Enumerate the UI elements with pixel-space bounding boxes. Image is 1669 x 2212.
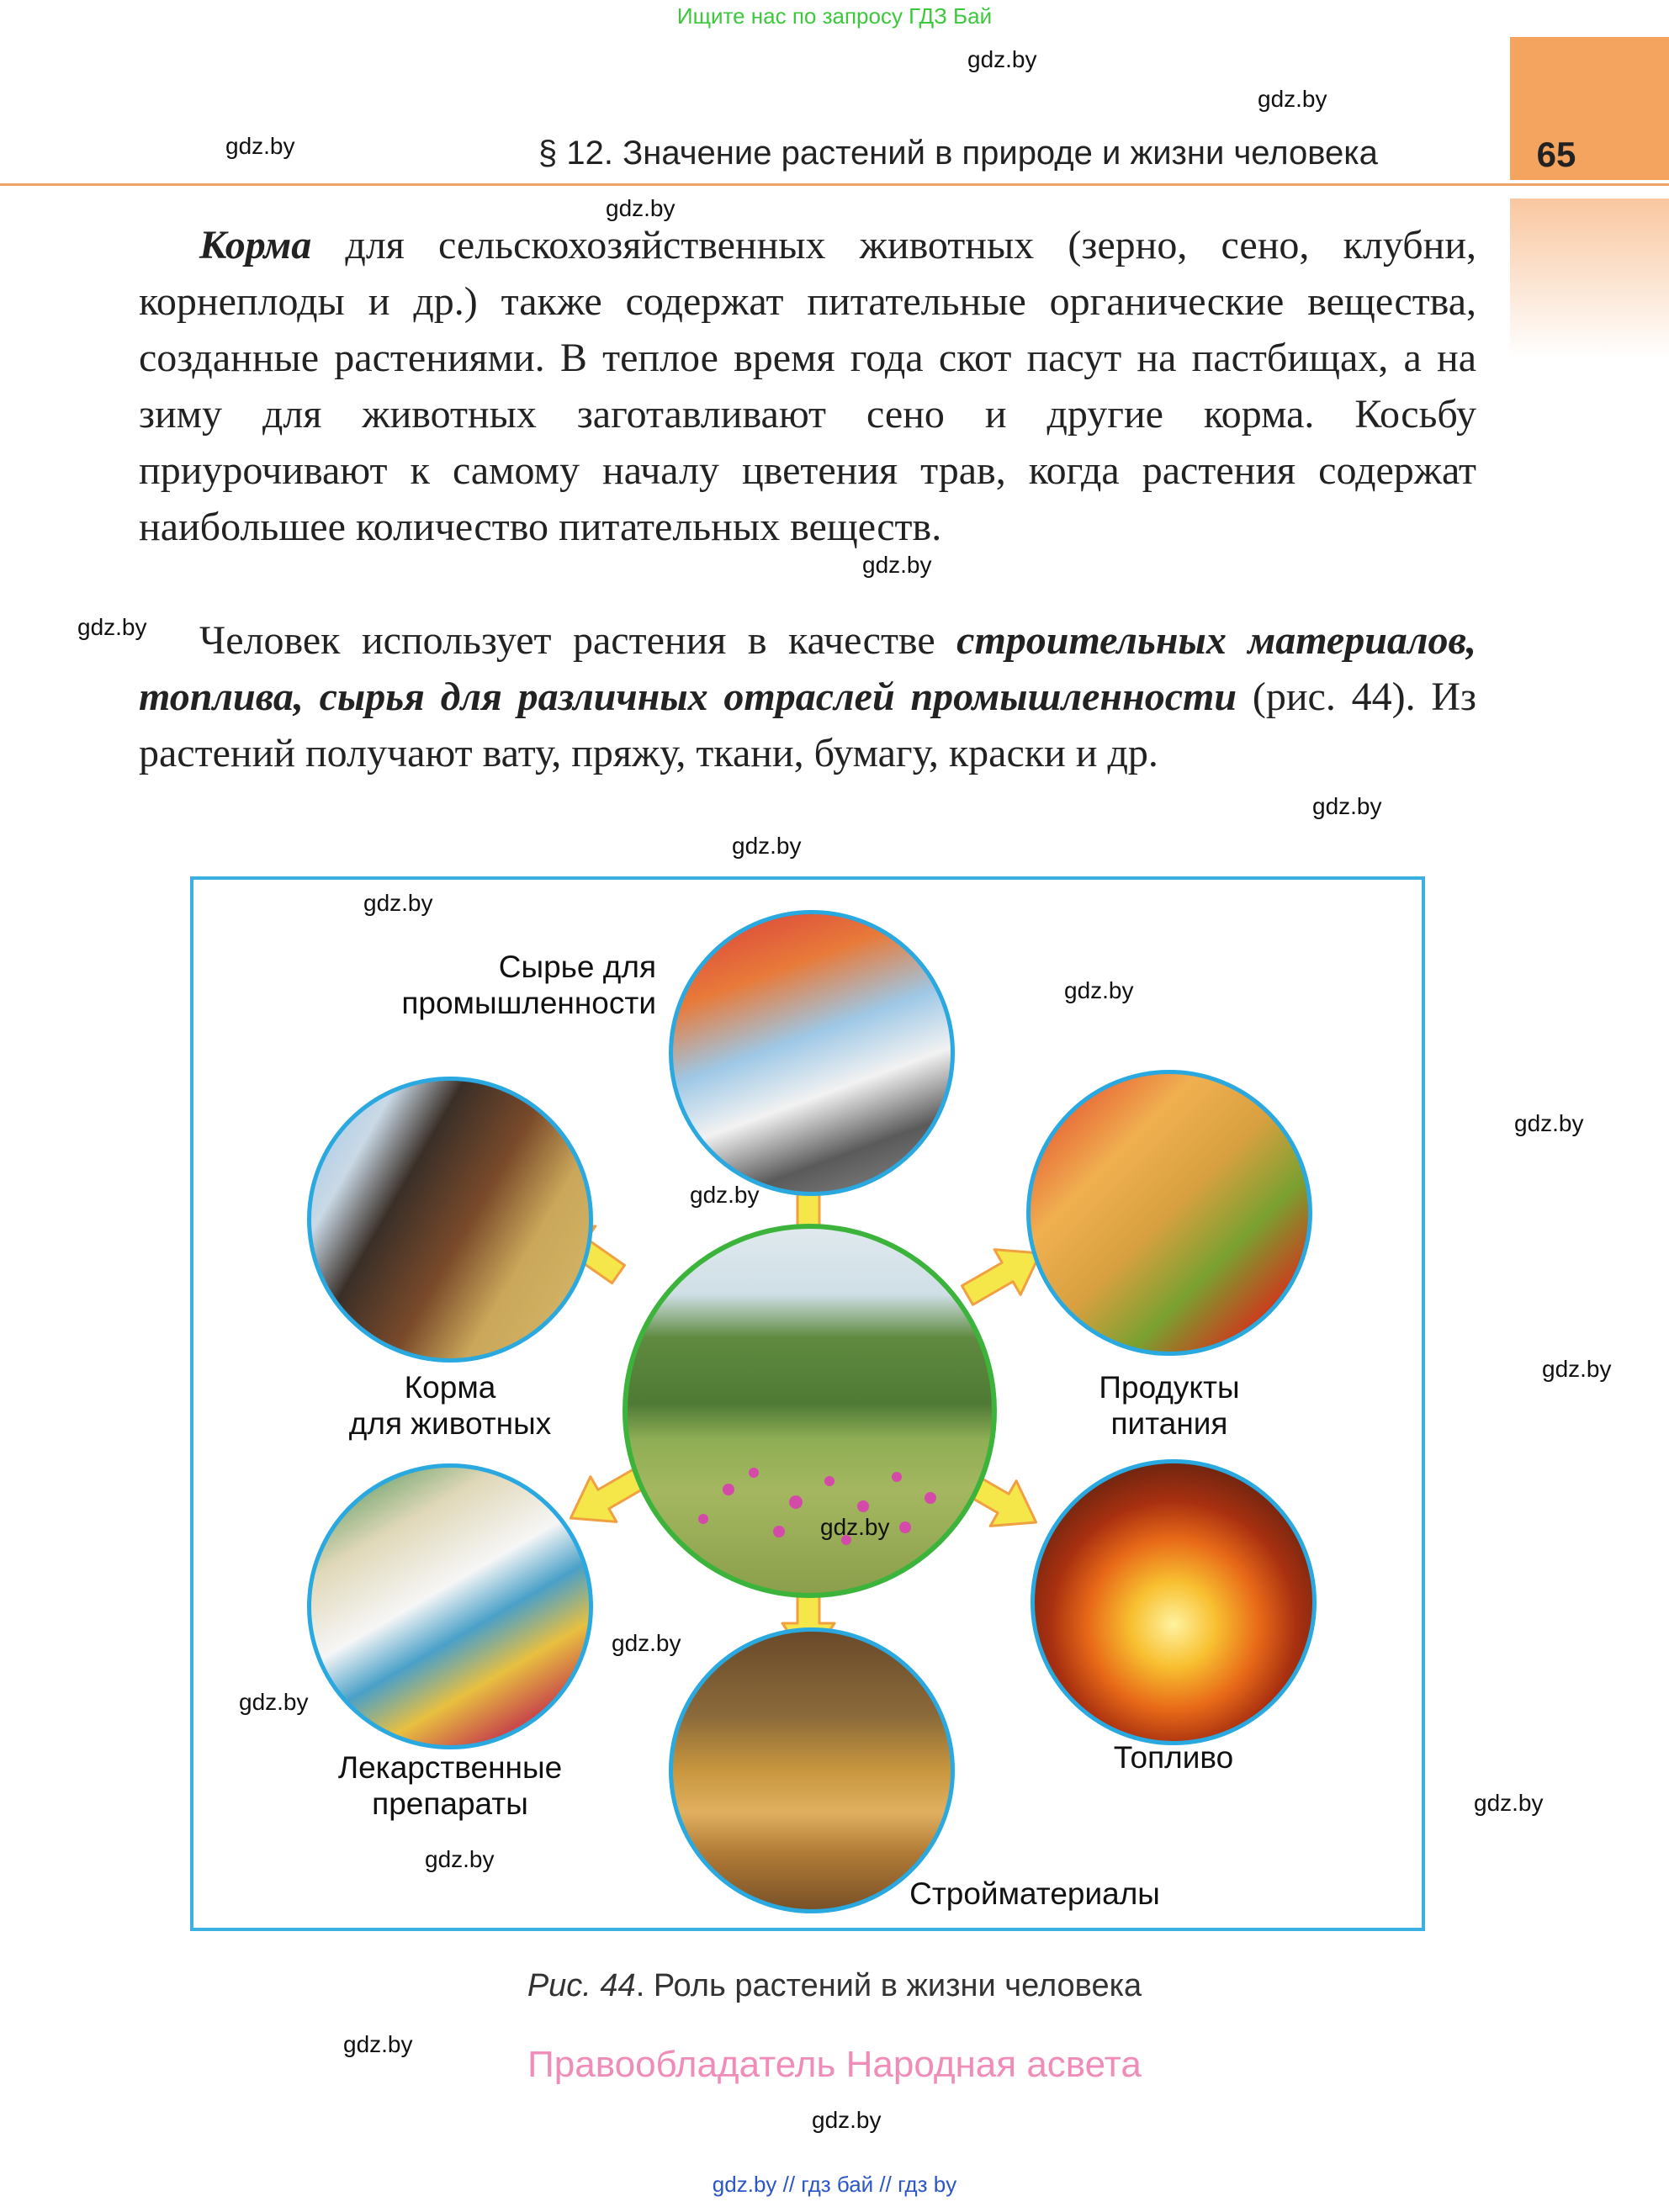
watermark: gdz.by [1514,1110,1584,1136]
watermark: gdz.by [606,195,676,221]
watermark: gdz.by [425,1846,495,1872]
caption-text: . Роль растений в жизни человека [635,1968,1142,2003]
term-materials: строительных материалов, топлива, сырья для различных отраслей промышленности [139,618,1476,719]
food-image [1026,1070,1312,1356]
paragraph-materials-intro: Человек использует растения в качестве [199,618,957,663]
watermark: gdz.by [225,133,295,159]
watermark: gdz.by [77,614,147,640]
paragraph-feed-text: для сельскохозяйственных животных (зерно, сено, клубни, корнеплоды и др.) также содержат питательные органические вещества, созданные растениями. В теплое время года скот пасут на пастбищах, а на зиму для животных заготавливают сено и другие корма. Косьбу приурочивают к самому началу цветения трав, когда растения содержат наибольшее количество питательных веществ. [139,223,1476,549]
meadow-flowers-icon [628,1229,997,1598]
building-materials-image [669,1627,955,1913]
label-food: Продукты питания [1099,1370,1240,1441]
watermark: gdz.by [1542,1356,1612,1382]
watermark: gdz.by [1312,793,1382,819]
watermark: gdz.by [1064,977,1134,1003]
fuel-image [1031,1459,1317,1745]
feed-image [307,1077,593,1363]
industry-image [669,910,955,1196]
page-number: 65 [1536,135,1576,174]
watermark: gdz.by [862,552,932,578]
figure-caption [0,1968,1669,2004]
label-building: Стройматериалы [909,1876,1160,1911]
watermark: gdz.by [1258,86,1327,112]
watermark: gdz.by [690,1182,760,1208]
nature-image [623,1224,997,1598]
watermark: gdz.by [1474,1790,1544,1816]
search-banner[interactable]: Ищите нас по запросу ГДЗ Бай [676,3,993,29]
footer-links[interactable]: gdz.by // гдз бай // гдз by [712,2172,957,2197]
rights-holder: Правообладатель Народная асвета [527,2044,1142,2085]
caption-ref: Рис. 44 [527,1968,636,2003]
label-medicine: Лекарственные препараты [337,1750,563,1821]
watermark: gdz.by [343,2031,413,2057]
watermark: gdz.by [967,46,1037,72]
term-feed: Корма [199,223,312,267]
label-feed: Корма для животных [348,1370,552,1441]
watermark: gdz.by [812,2107,882,2133]
label-fuel: Топливо [1113,1740,1234,1775]
watermark: gdz.by [732,833,802,859]
medicine-image [307,1463,593,1749]
paragraph-materials-text: (рис. 44). Из растений получают вату, пряжу, ткани, бумагу, краски и др. [139,675,1476,775]
label-industry: Сырье для промышленности [401,950,656,1020]
watermark: gdz.by [612,1630,681,1656]
watermark: gdz.by [820,1514,890,1540]
watermark: gdz.by [239,1689,309,1715]
section-title: § 12. Значение растений в природе и жизни человека [538,135,1378,172]
watermark: gdz.by [363,890,433,916]
